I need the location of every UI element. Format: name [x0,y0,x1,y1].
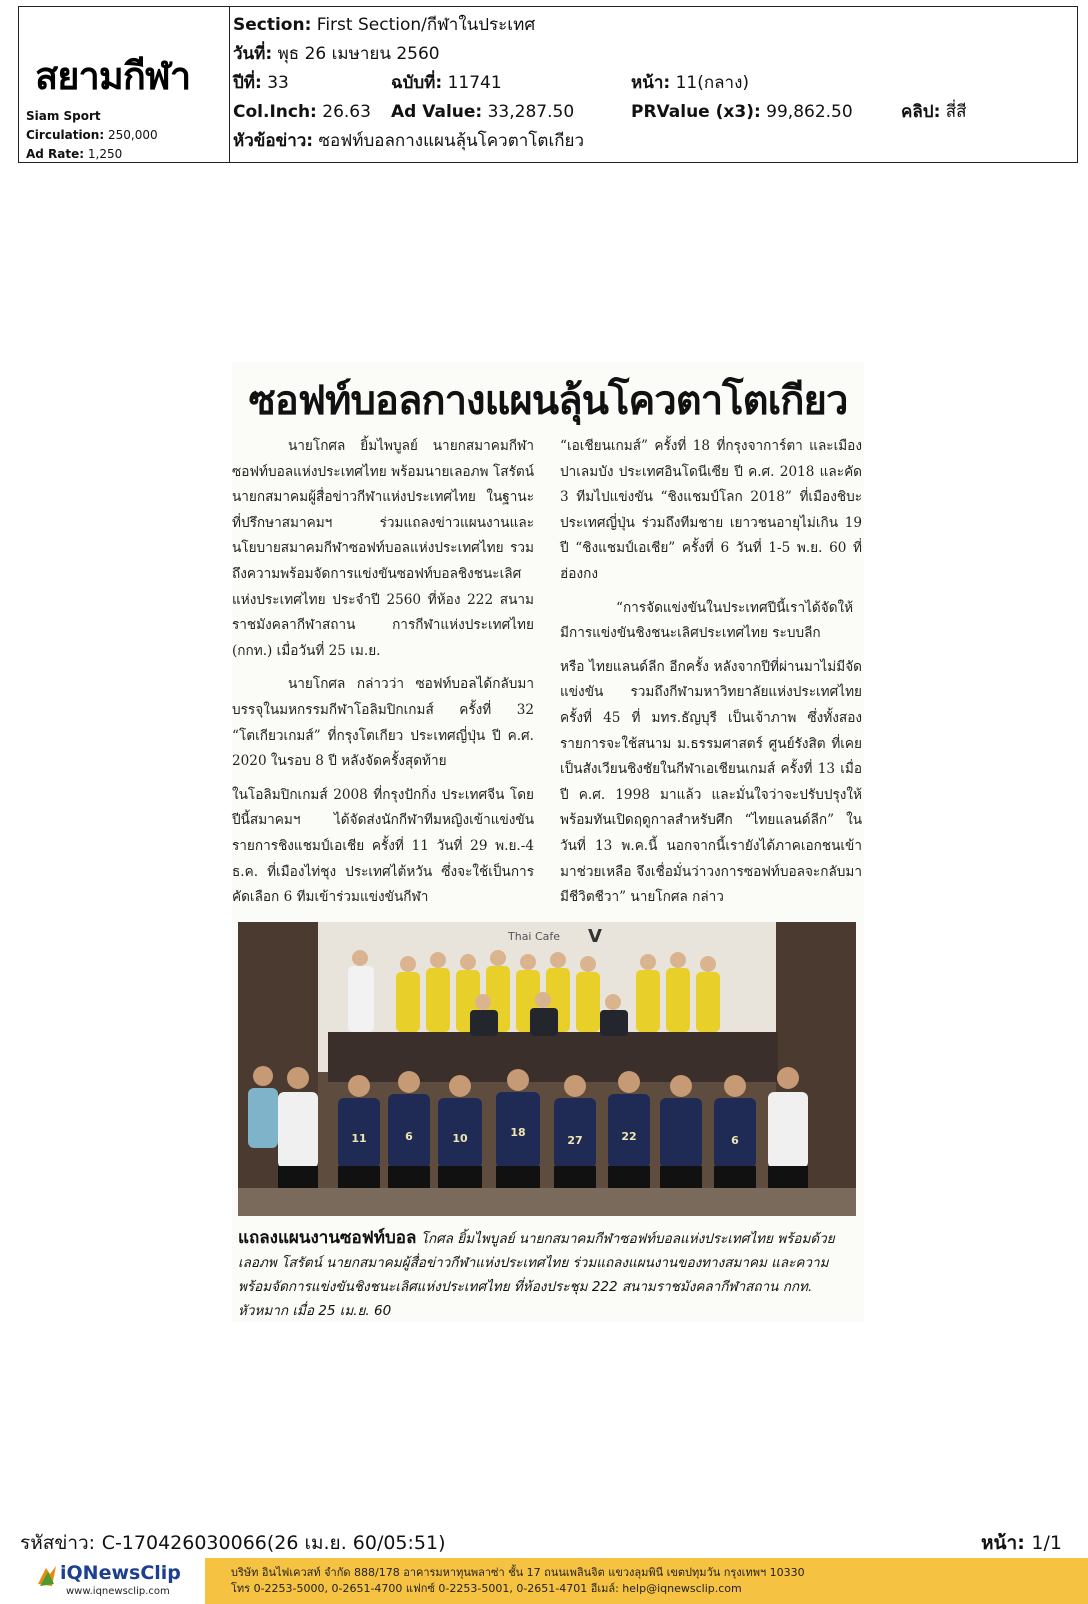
issue-label: ฉบับที่: [391,73,443,93]
company-address: บริษัท อินไฟเควสท์ จำกัด 888/178 อาคารมหาทุนพลาซ่า ชั้น 17 ถนนเพลินจิต แขวงลุมพินี เขตปทุมวัน กรุงเทพฯ 10330 [231,1566,805,1579]
company-info [205,1558,1088,1604]
clip-metadata [233,11,1073,162]
section-row [233,11,535,39]
prvalue-label: PRValue (x3): [631,102,761,122]
paragraph: หรือ ไทยแลนด์ลีก อีกครั้ง หลังจากปีที่ผ่านมาไม่มีจัดแข่งขัน รวมถึงกีฬามหาวิทยาลัยแห่งประเทศไทย ครั้งที่ 45 ที่ มทร.ธัญบุรี เป็นเจ้าภาพ ซึ่งทั้งสองรายการจะใช้สนาม ม.ธรรมศาสตร์ ศูนย์รังสิต ที่เคยเป็นสังเวียนชิงชัยในกีฬาเอเชียนเกมส์ ครั้งที่ 13 เมื่อปี ค.ศ. 1998 มาแล้ว และมั่นใจว่าจะปรับปรุงให้พร้อมทันเปิดฤดูกาลสำหรับศึก “ไทยแลนด์ลีก” ในวันที่ 13 พ.ค.นี้ นอกจากนี้เรายังได้ภาคเอกชนเข้ามาช่วยเหลือ จึงเชื่อมั่นว่าวงการซอฟท์บอลจะกลับมามีชีวิตชีวา” นายโกศล กล่าว [560,658,862,906]
clip-header [18,6,1078,163]
date-row [233,40,440,68]
ad-rate-value: 1,250 [87,147,123,161]
topic-value: ซอฟท์บอลกางแผนลุ้นโควตาโตเกียว [318,131,585,151]
jersey-number: 6 [731,1134,739,1147]
company-contact: โทร 0-2253-5000, 0-2651-4700 แฟกซ์ 0-2253-5001, 0-2651-4701 อีเมล์: help@iqnewsclip.com [231,1582,742,1595]
clip-value: สี่สี [945,102,967,122]
news-code-value: C-170426030066(26 เม.ย. 60/05:51) [101,1532,446,1554]
jersey-number: 27 [567,1134,583,1147]
team-photo-illustration [238,922,856,1216]
section-value: First Section/กีฬาในประเทศ [316,15,536,35]
year-value: 33 [267,73,289,93]
topic-row [233,127,584,155]
paragraph: ในโอลิมปิกเกมส์ 2008 ที่กรุงปักกิ่ง ประเทศจีน โดยปีนี้สมาคมฯ ได้จัดส่งนักกีฬาทีมหญิงเข้าแข่งขันรายการชิงแชมป์เอเชีย ครั้งที่ 11 วันที่ 29 พ.ย.-4 ธ.ค. ที่เมืองไท่ชุง ประเทศไต้หวัน ซึ่งจะใช้เป็นการคัดเลือก 6 ทีมเข้าร่วมแข่งขันกีฬา [232,786,534,906]
ad-rate-label: Ad Rate: [26,147,85,161]
paragraph: “การจัดแข่งขันในประเทศปีนี้เราได้จัดให้มีการแข่งขันชิงชนะเลิศประเทศไทย ระบบลีก [560,599,854,642]
paragraph: นายโกศล ยิ้มไพบูลย์ นายกสมาคมกีฬาซอฟท์บอลแห่งประเทศไทย พร้อมนายเลอภพ โสรัตน์ นายกสมาคมผู้สื่อข่าวกีฬาแห่งประเทศไทย ในฐานะที่ปรึกษาสมาคมฯ ร่วมแถลงข่าวแผนงานและนโยบายสมาคมกีฬาซอฟท์บอลแห่งประเทศไทย รวมถึงความพร้อมจัดการแข่งขันซอฟท์บอลชิงชนะเลิศแห่งประเทศไทย ประจำปี 2560 ที่ห้อง 222 สนามราชมังคลากีฬาสถาน การกีฬาแห่งประเทศไทย (กกท.) เมื่อวันที่ 25 เม.ย. [232,438,534,659]
year-label: ปีที่: [233,73,262,93]
date-value: พุธ 26 เมษายน 2560 [277,44,440,64]
brand-url[interactable]: www.iqnewsclip.com [66,1586,170,1597]
page-number [981,1528,1062,1558]
jersey-number: 22 [621,1130,637,1143]
colinch-value: 26.63 [322,102,371,122]
news-code [20,1528,446,1558]
jersey-number: 6 [405,1130,413,1143]
photo-caption [238,1226,856,1323]
publication-name: Siam Sport [26,109,101,123]
issue-row [233,69,1073,97]
circulation-label: Circulation: [26,128,105,142]
advalue-label: Ad Value: [391,102,483,122]
jersey-number: 18 [510,1126,526,1139]
section-label: Section: [233,15,312,35]
article-headline: ซอฟท์บอลกางแผนลุ้นโควตาโตเกียว [248,378,848,424]
brand-name: iQNewsClip [60,1562,181,1584]
jersey-number: 10 [452,1132,468,1145]
date-label: วันที่: [233,44,273,64]
paragraph: “เอเชียนเกมส์” ครั้งที่ 18 ที่กรุงจาการ์ตา และเมืองปาเลมบัง ประเทศอินโดนีเซีย ปี ค.ศ. 2018 และคัด 3 ทีมไปแข่งขัน “ชิงแชมป์โลก 2018” ที่เมืองชิบะ ประเทศญี่ปุ่น ร่วมถึงทีมชาย เยาวชนอายุไม่เกิน 19 ปี “ชิงแชมป์เอเชีย” ครั้งที่ 6 วันที่ 1-5 พ.ย. 60 ที่ฮ่องกง [560,438,862,582]
caption-title: แถลงแผนงานซอฟท์บอล [238,1228,417,1248]
clip-mark-icon [36,1564,58,1588]
caption-text: โกศล ยิ้มไพบูลย์ นายกสมาคมกีฬาซอฟท์บอลแห่งประเทศไทย พร้อมด้วย เลอภพ โสรัตน์ นายกสมาคมผู้สื่อข่าวกีฬาแห่งประเทศไทย ร่วมแถลงแผนงานของทางสมาคม และความพร้อมจัดการแข่งขันชิงชนะเลิศแห่งประเทศไทย ที่ห้องประชุม 222 สนามราชมังคลากีฬาสถาน กกท. หัวหมาก เมื่อ 25 เม.ย. 60 [238,1231,835,1319]
iqnewsclip-logo[interactable] [0,1558,205,1604]
footer-bar [0,1558,1088,1604]
publication-info [26,107,158,164]
team-photo [238,922,856,1216]
issue-value: 11741 [447,73,502,93]
jersey-number: 11 [351,1132,367,1145]
page-number-label: หน้า: [981,1532,1025,1554]
page-number-value: 1/1 [1031,1532,1062,1554]
prvalue-value: 99,862.50 [766,102,853,122]
advalue-value: 33,287.50 [487,102,575,122]
value-row [233,98,1073,126]
page-label: หน้า: [631,73,671,93]
paragraph: นายโกศล กล่าวว่า ซอฟท์บอลได้กลับมาบรรจุในมหกรรมกีฬาโอลิมปิกเกมส์ ครั้งที่ 32 “โตเกียวเกมส์” ที่กรุงโตเกียว ประเทศญี่ปุ่น ปี ค.ศ. 2020 ในรอบ 8 ปี หลังจัดครั้งสุดท้าย [232,676,534,770]
svg-text:V: V [588,926,602,947]
colinch-label: Col.Inch: [233,102,317,122]
topic-label: หัวข้อข่าว: [233,131,314,151]
news-code-label: รหัสข่าว: [20,1532,96,1554]
clip-label: คลิป: [901,102,941,122]
article-column-2 [560,434,862,919]
circulation-value: 250,000 [107,128,158,142]
page-value: 11(กลาง) [675,73,750,93]
article-column-1 [232,434,534,919]
publication-logo: สยามกีฬา [35,54,191,98]
news-clipping [232,362,864,1322]
publication-panel [19,7,230,162]
banner-text: Thai Cafe [508,930,561,943]
